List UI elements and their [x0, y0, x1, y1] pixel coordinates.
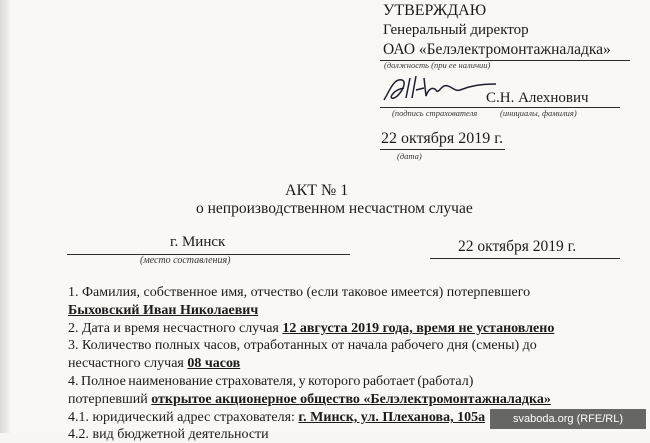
- approval-name: С.Н. Алехнович: [486, 90, 589, 106]
- source-watermark: svaboda.org (RFE/RL): [490, 409, 646, 429]
- act-subtitle: о непроизводственном несчастном случае: [196, 200, 473, 217]
- item-2-value: 12 августа 2019 года, время не установлено: [282, 321, 555, 336]
- approval-position-hint: (должность (при ее наличии): [384, 60, 491, 70]
- item-4-value: открытое акционерное общество «Белэлектромонтажналадка»: [151, 392, 551, 407]
- item-4-1-value: г. Минск, ул. Плеханова, 105а: [298, 410, 486, 425]
- item-3-line-1: 3. Количество полных часов, отработанных от начала рабочего дня (смены) до: [68, 338, 537, 353]
- page-edge-shadow: [0, 0, 10, 433]
- item-4-line-2: [68, 392, 551, 408]
- item-3-value: 08 часов: [187, 356, 241, 371]
- item-2-label: 2. Дата и время несчастного случая: [68, 321, 283, 336]
- approval-date: 22 октября 2019 г.: [381, 130, 503, 147]
- act-date: 22 октября 2019 г.: [458, 238, 577, 255]
- item-2: [68, 321, 554, 337]
- approval-company: ОАО «Белэлектромонтажналадка»: [383, 41, 611, 58]
- act-place: г. Минск: [170, 234, 226, 250]
- act-title: АКТ № 1: [285, 182, 349, 199]
- item-1-value: Быховский Иван Николаевич: [68, 303, 259, 318]
- signature-hint: (подпись страхователя: [392, 108, 478, 118]
- approval-date-hint: (дата): [397, 151, 422, 161]
- item-4-2-partial: 4.2. вид бюджетной деятельности: [68, 427, 269, 442]
- item-3-label: несчастного случая: [68, 356, 188, 371]
- approval-position: Генеральный директор: [383, 22, 529, 38]
- act-date-underline: [430, 258, 620, 259]
- item-4-1: [68, 410, 485, 426]
- act-place-hint: (место составления): [140, 255, 231, 266]
- signature-image: [380, 70, 500, 110]
- date-underline: [380, 149, 505, 150]
- item-1-label: 1. Фамилия, собственное имя, отчество (если таковое имеется) потерпевшего: [68, 285, 531, 300]
- initials-hint: (инициалы, фамилия): [500, 108, 577, 118]
- approval-title: УТВЕРЖДАЮ: [383, 2, 487, 19]
- item-4-line-1: 4. Полное наименование страхователя, у которого работает (работал): [68, 374, 474, 389]
- item-4-1-label: 4.1. юридический адрес страхователя:: [68, 410, 299, 425]
- item-4-label: потерпевший: [68, 392, 152, 407]
- item-3-line-2: [68, 356, 240, 372]
